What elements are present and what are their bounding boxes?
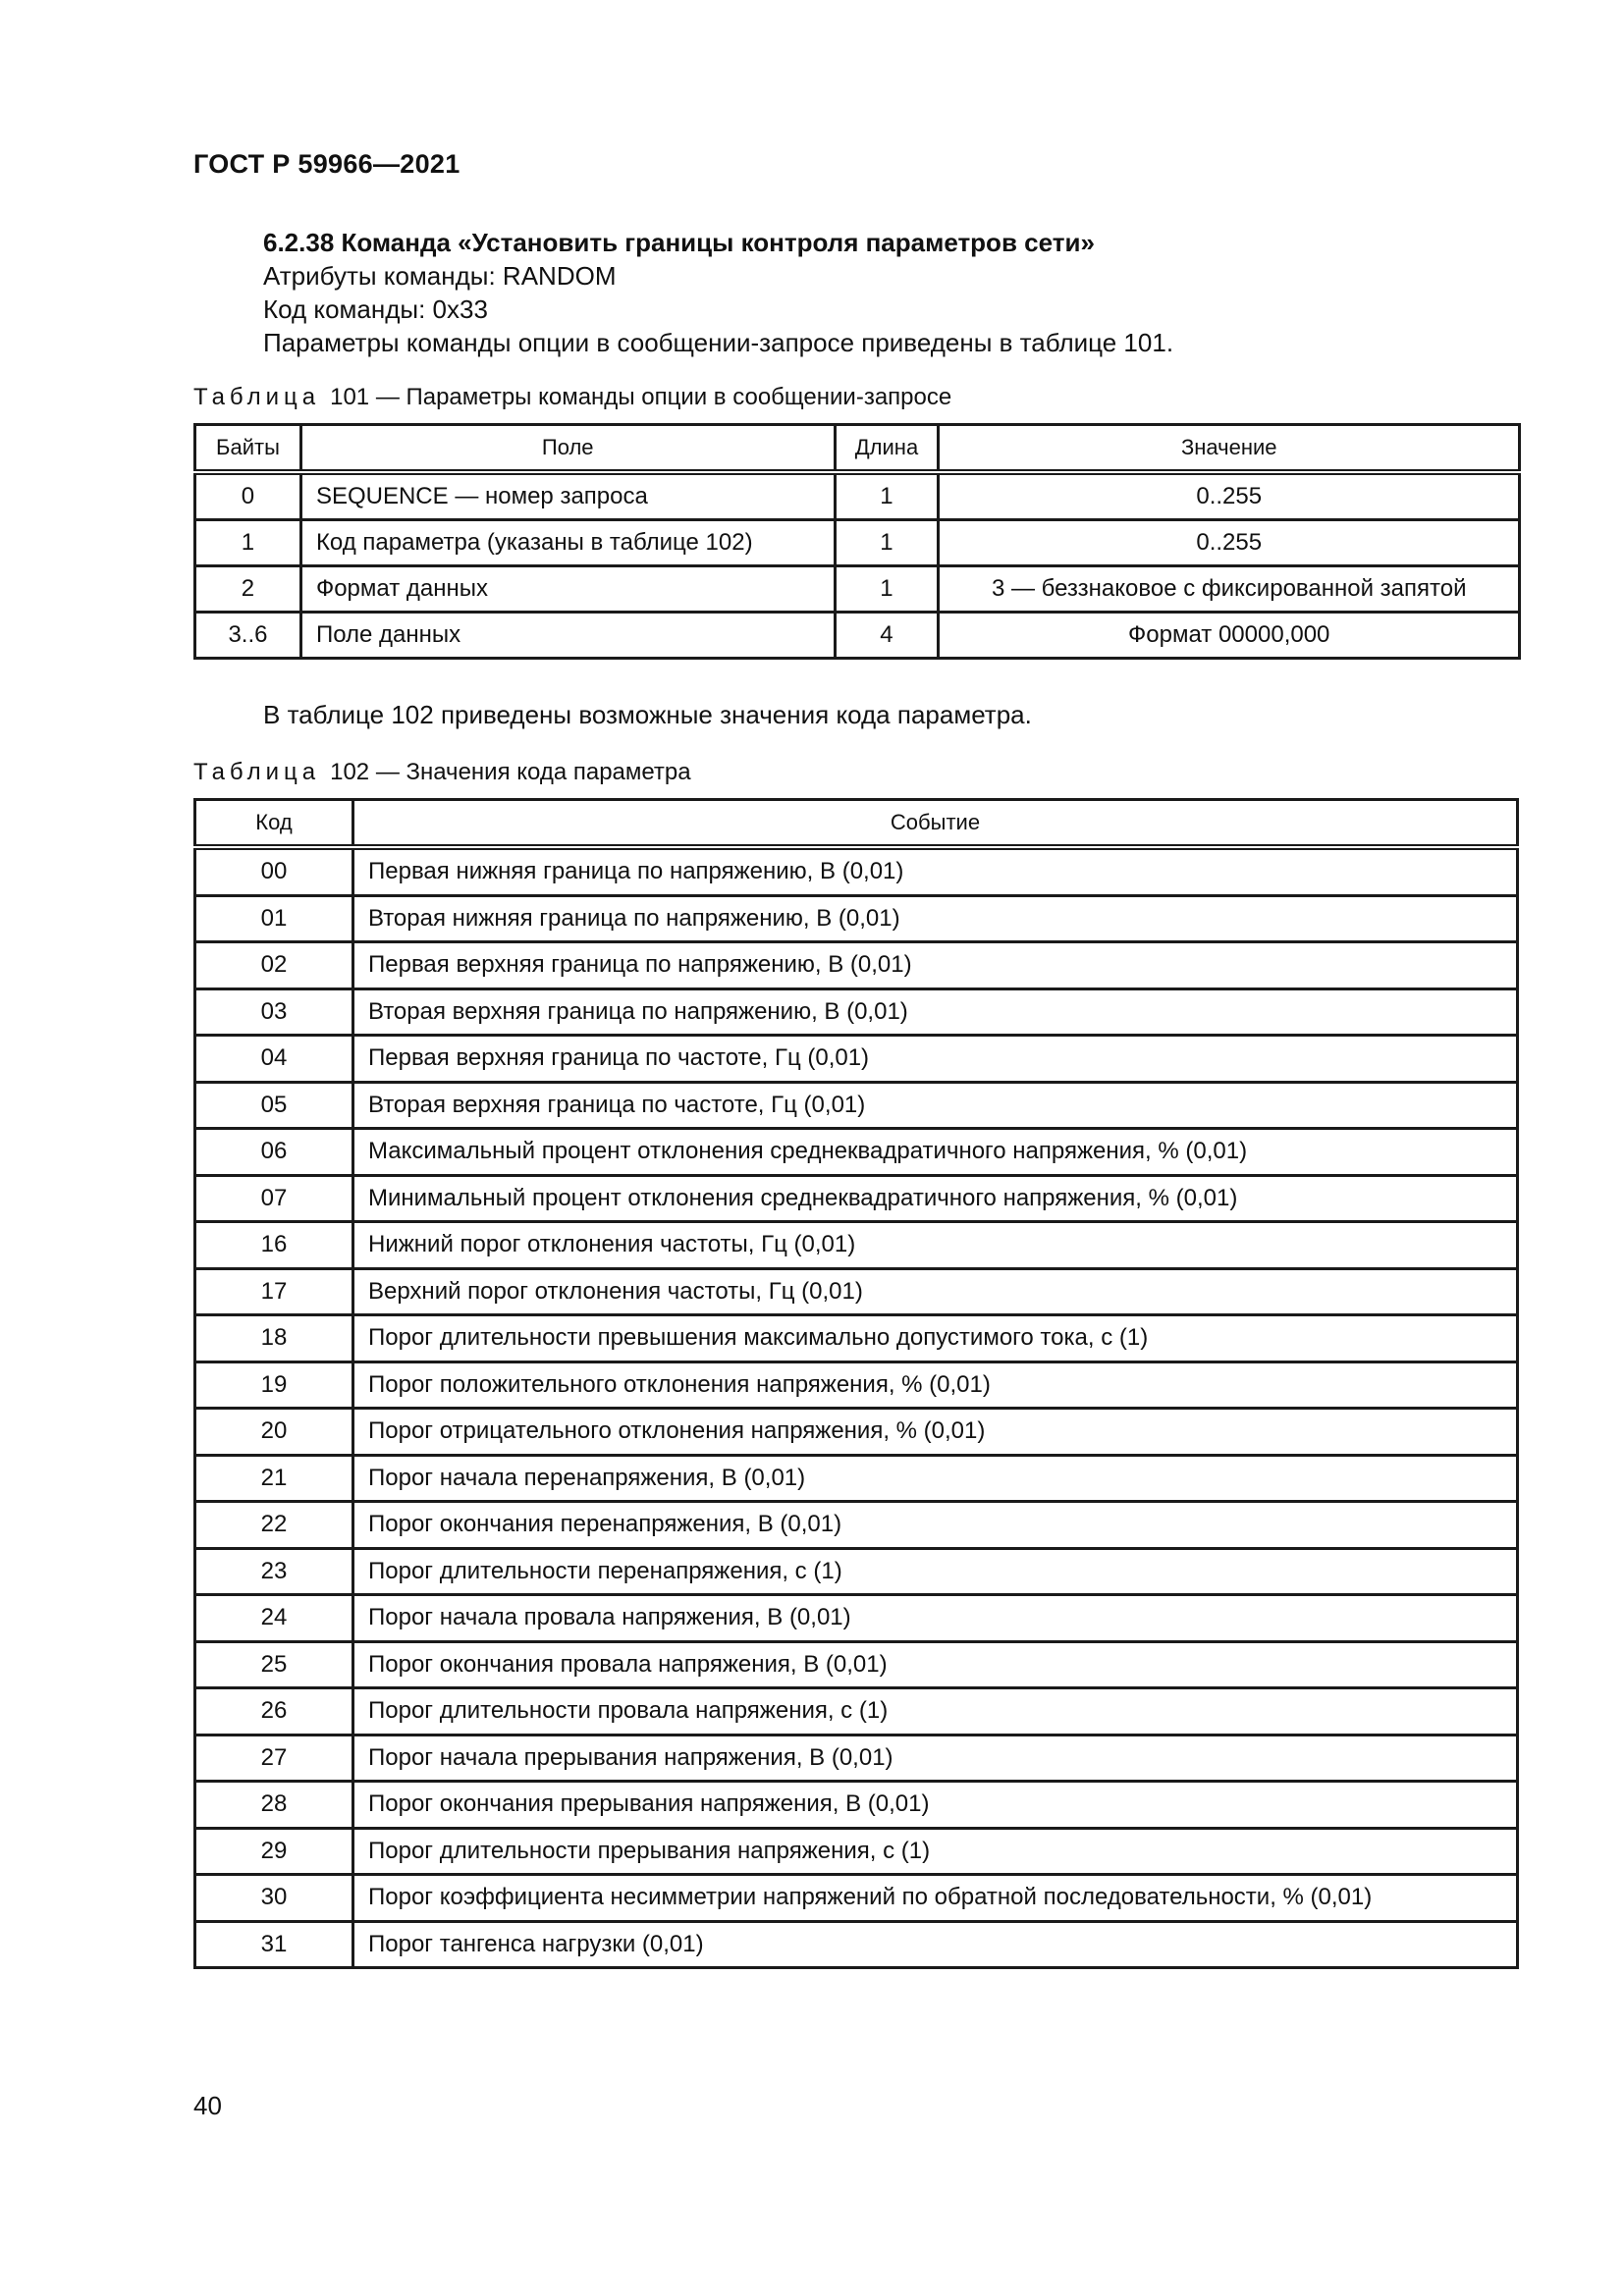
code-cell: 21 <box>195 1455 353 1502</box>
column-header: Событие <box>353 800 1518 848</box>
event-cell: Первая верхняя граница по напряжению, В (0,01) <box>353 942 1518 989</box>
table-row <box>195 895 1518 942</box>
table-cell: Формат данных <box>300 566 835 613</box>
column-header: Код <box>195 800 353 848</box>
table-row <box>195 1735 1518 1782</box>
event-cell: Нижний порог отклонения частоты, Гц (0,01) <box>353 1222 1518 1269</box>
table-102-caption <box>193 759 691 786</box>
paragraph: В таблице 102 приведены возможные значения кода параметра. <box>263 700 1032 729</box>
code-cell: 06 <box>195 1129 353 1176</box>
event-cell: Порог тангенса нагрузки (0,01) <box>353 1921 1518 1968</box>
table-cell: 3 — беззнаковое с фиксированной запятой <box>939 566 1520 613</box>
table-cell: 2 <box>195 566 301 613</box>
table-row <box>195 1036 1518 1083</box>
code-cell: 03 <box>195 988 353 1036</box>
table-row <box>195 1362 1518 1409</box>
event-cell: Первая нижняя граница по напряжению, В (0,01) <box>353 847 1518 895</box>
code-cell: 17 <box>195 1268 353 1315</box>
event-cell: Вторая нижняя граница по напряжению, В (0,01) <box>353 895 1518 942</box>
code-cell: 31 <box>195 1921 353 1968</box>
table-cell: Формат 00000,000 <box>939 613 1520 659</box>
table-row <box>195 1315 1518 1362</box>
table-row <box>195 613 1520 659</box>
code-cell: 16 <box>195 1222 353 1269</box>
table-102 <box>193 798 1519 1969</box>
code-cell: 23 <box>195 1548 353 1595</box>
event-cell: Порог длительности провала напряжения, с (1) <box>353 1688 1518 1735</box>
page-number: 40 <box>193 2091 222 2120</box>
code-cell: 05 <box>195 1082 353 1129</box>
table-caption-prefix: Таблица <box>193 759 321 785</box>
table-cell: 3..6 <box>195 613 301 659</box>
event-cell: Минимальный процент отклонения среднеквадратичного напряжения, % (0,01) <box>353 1175 1518 1222</box>
table-cell: 1 <box>835 520 939 566</box>
event-cell: Порог длительности перенапряжения, с (1) <box>353 1548 1518 1595</box>
table-row <box>195 1082 1518 1129</box>
event-cell: Порог длительности превышения максимально допустимого тока, с (1) <box>353 1315 1518 1362</box>
table-cell: 1 <box>835 566 939 613</box>
table-row <box>195 1409 1518 1456</box>
table-row <box>195 1175 1518 1222</box>
code-cell: 00 <box>195 847 353 895</box>
table-row <box>195 520 1520 566</box>
document-id: ГОСТ Р 59966—2021 <box>193 149 460 179</box>
section-heading: 6.2.38 Команда «Установить границы контроля параметров сети» <box>263 228 1095 257</box>
event-cell: Порог окончания перенапряжения, В (0,01) <box>353 1502 1518 1549</box>
event-cell: Порог коэффициента несимметрии напряжений по обратной последовательности, % (0,01) <box>353 1875 1518 1922</box>
code-cell: 25 <box>195 1641 353 1688</box>
event-cell: Порог начала провала напряжения, В (0,01) <box>353 1595 1518 1642</box>
command-attributes: Атрибуты команды: RANDOM <box>263 261 617 291</box>
event-cell: Порог длительности прерывания напряжения, с (1) <box>353 1828 1518 1875</box>
command-code: Код команды: 0x33 <box>263 294 488 324</box>
table-row <box>195 847 1518 895</box>
event-cell: Порог начала перенапряжения, В (0,01) <box>353 1455 1518 1502</box>
code-cell: 07 <box>195 1175 353 1222</box>
section-block <box>263 226 1173 359</box>
table-101 <box>193 423 1521 660</box>
code-cell: 28 <box>195 1782 353 1829</box>
column-header: Байты <box>195 425 301 473</box>
code-cell: 27 <box>195 1735 353 1782</box>
table-cell: SEQUENCE — номер запроса <box>300 472 835 520</box>
table-row <box>195 1502 1518 1549</box>
code-cell: 01 <box>195 895 353 942</box>
table-row <box>195 566 1520 613</box>
code-cell: 19 <box>195 1362 353 1409</box>
code-cell: 26 <box>195 1688 353 1735</box>
table-row <box>195 1268 1518 1315</box>
table-row <box>195 1782 1518 1829</box>
table-101-caption <box>193 384 951 411</box>
table-row <box>195 1641 1518 1688</box>
table-row <box>195 472 1520 520</box>
event-cell: Порог положительного отклонения напряжения, % (0,01) <box>353 1362 1518 1409</box>
table-cell: Поле данных <box>300 613 835 659</box>
event-cell: Первая верхняя граница по частоте, Гц (0,01) <box>353 1036 1518 1083</box>
command-params-note: Параметры команды опции в сообщении-запросе приведены в таблице 101. <box>263 328 1174 357</box>
table-caption-text: 102 — Значения кода параметра <box>330 759 691 785</box>
code-cell: 02 <box>195 942 353 989</box>
code-cell: 30 <box>195 1875 353 1922</box>
table-row <box>195 1595 1518 1642</box>
table-cell: 1 <box>195 520 301 566</box>
event-cell: Порог окончания прерывания напряжения, В (0,01) <box>353 1782 1518 1829</box>
table-row <box>195 942 1518 989</box>
code-cell: 29 <box>195 1828 353 1875</box>
event-cell: Вторая верхняя граница по напряжению, В (0,01) <box>353 988 1518 1036</box>
table-row <box>195 1129 1518 1176</box>
table-cell: 0 <box>195 472 301 520</box>
table-row <box>195 988 1518 1036</box>
code-cell: 22 <box>195 1502 353 1549</box>
table-cell: Код параметра (указаны в таблице 102) <box>300 520 835 566</box>
column-header: Значение <box>939 425 1520 473</box>
table-cell: 0..255 <box>939 520 1520 566</box>
table-cell: 4 <box>835 613 939 659</box>
table-row <box>195 1455 1518 1502</box>
code-cell: 20 <box>195 1409 353 1456</box>
table-row <box>195 1688 1518 1735</box>
table-caption-prefix: Таблица <box>193 384 321 410</box>
table-row <box>195 1875 1518 1922</box>
table-cell: 0..255 <box>939 472 1520 520</box>
table-row <box>195 1222 1518 1269</box>
table-row <box>195 1828 1518 1875</box>
table-header-row <box>195 800 1518 848</box>
code-cell: 24 <box>195 1595 353 1642</box>
event-cell: Порог окончания провала напряжения, В (0,01) <box>353 1641 1518 1688</box>
code-cell: 04 <box>195 1036 353 1083</box>
column-header: Длина <box>835 425 939 473</box>
event-cell: Порог начала прерывания напряжения, В (0,01) <box>353 1735 1518 1782</box>
table-row <box>195 1921 1518 1968</box>
table-caption-text: 101 — Параметры команды опции в сообщении-запросе <box>330 384 952 410</box>
event-cell: Верхний порог отклонения частоты, Гц (0,01) <box>353 1268 1518 1315</box>
table-row <box>195 1548 1518 1595</box>
column-header: Поле <box>300 425 835 473</box>
event-cell: Порог отрицательного отклонения напряжения, % (0,01) <box>353 1409 1518 1456</box>
event-cell: Максимальный процент отклонения среднеквадратичного напряжения, % (0,01) <box>353 1129 1518 1176</box>
event-cell: Вторая верхняя граница по частоте, Гц (0,01) <box>353 1082 1518 1129</box>
code-cell: 18 <box>195 1315 353 1362</box>
table-header-row <box>195 425 1520 473</box>
table-cell: 1 <box>835 472 939 520</box>
